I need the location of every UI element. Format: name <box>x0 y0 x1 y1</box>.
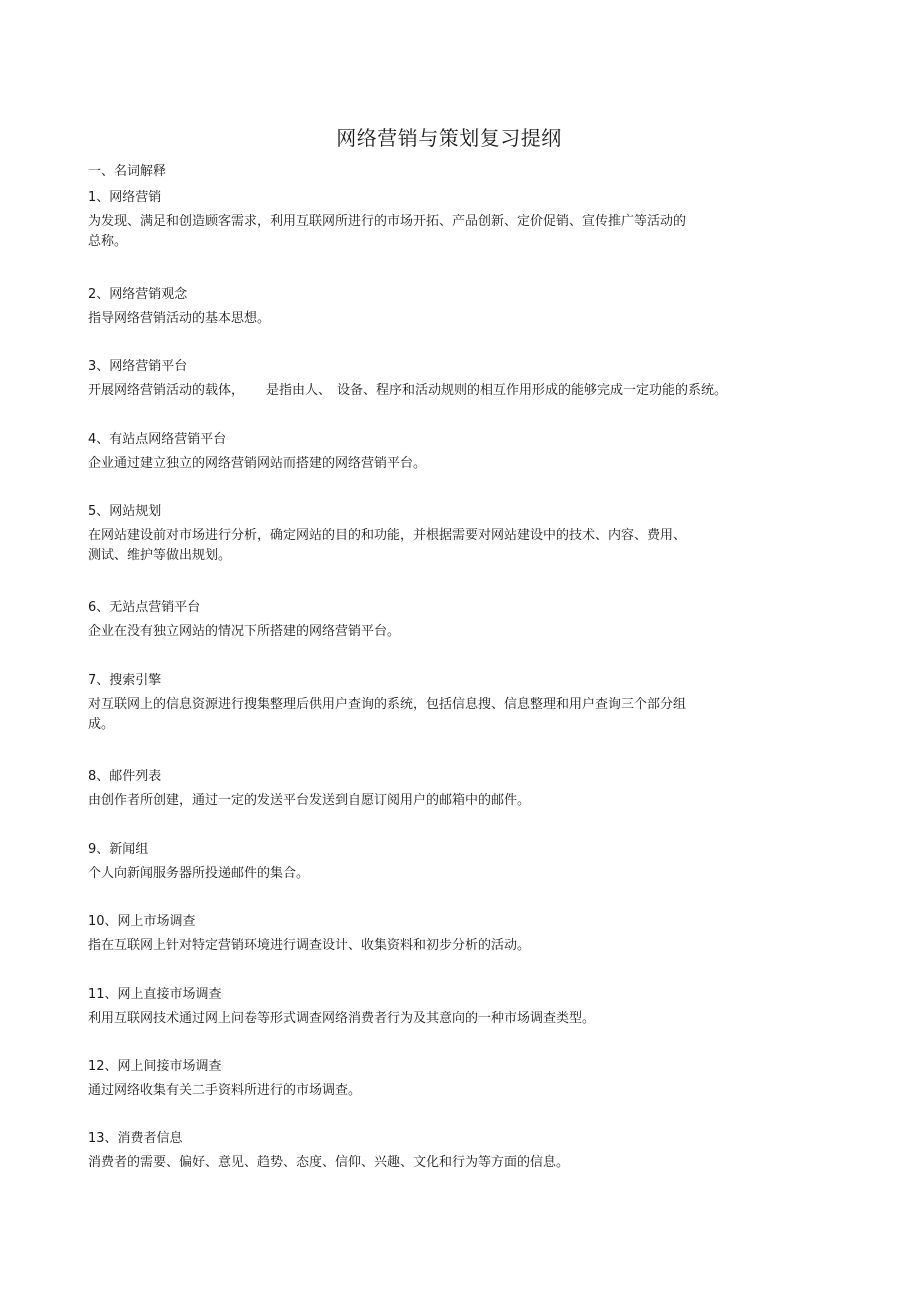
glossary-entry-4 <box>88 430 788 474</box>
entry-definition-line <box>88 381 788 401</box>
entry-term: 3、网络营销平台 <box>88 359 188 374</box>
entry-definition-line: 成。 <box>88 717 115 732</box>
entry-definition-line: 对互联网上的信息资源进行搜集整理后供用户查询的系统，包括信息搜、信息整理和用户查询三个部分组 <box>88 697 687 712</box>
entry-definition-line: 总称。 <box>88 234 128 249</box>
glossary-entry-7 <box>88 671 788 735</box>
glossary-entry-5 <box>88 502 788 566</box>
entry-term: 2、网络营销观念 <box>88 287 188 302</box>
definition-part: 开展网络营销活动的载体， <box>88 383 245 398</box>
entry-definition-line: 指导网络营销活动的基本思想。 <box>88 311 271 326</box>
glossary-entry-12 <box>88 1057 788 1101</box>
entry-definition-line: 个人向新闻服务器所投递邮件的集合。 <box>88 866 310 881</box>
definition-part: 是指由人、 <box>266 383 332 398</box>
entry-definition-line: 为发现、满足和创造顾客需求，利用互联网所进行的市场开拓、产品创新、定价促销、宣传推广等活动的 <box>88 214 687 229</box>
glossary-entry-6 <box>88 598 788 642</box>
entry-term: 13、消费者信息 <box>88 1131 183 1146</box>
entry-term: 10、网上市场调查 <box>88 914 196 929</box>
entry-term: 6、无站点营销平台 <box>88 600 201 615</box>
entry-term: 9、新闻组 <box>88 842 149 857</box>
definition-part: 设备、程序和活动规则的相互作用形成的能够完成一定功能的系统。 <box>337 383 728 398</box>
section-heading: 一、名词解释 <box>88 164 167 179</box>
glossary-entry-10 <box>88 912 788 956</box>
entry-definition-line: 企业在没有独立网站的情况下所搭建的网络营销平台。 <box>88 624 401 639</box>
entry-definition-line: 企业通过建立独立的网络营销网站而搭建的网络营销平台。 <box>88 456 427 471</box>
entry-definition-line: 利用互联网技术通过网上问卷等形式调查网络消费者行为及其意向的一种市场调查类型。 <box>88 1011 596 1026</box>
entry-term: 1、网络营销 <box>88 190 162 205</box>
entry-term: 11、网上直接市场调查 <box>88 987 222 1002</box>
entry-term: 7、搜索引擎 <box>88 673 162 688</box>
entry-definition-line: 通过网络收集有关二手资料所进行的市场调查。 <box>88 1083 362 1098</box>
glossary-entry-13 <box>88 1129 788 1173</box>
entry-term: 8、邮件列表 <box>88 769 162 784</box>
entry-term: 4、有站点网络营销平台 <box>88 432 227 447</box>
glossary-entry-2 <box>88 285 788 329</box>
glossary-entry-3 <box>88 357 788 401</box>
entry-definition-line: 由创作者所创建，通过一定的发送平台发送到自愿订阅用户的邮箱中的邮件。 <box>88 793 531 808</box>
entry-definition-line: 测试、维护等做出规划。 <box>88 548 232 563</box>
glossary-entry-1 <box>88 188 788 252</box>
glossary-entry-8 <box>88 767 788 811</box>
glossary-entry-11 <box>88 985 788 1029</box>
entry-term: 12、网上间接市场调查 <box>88 1059 222 1074</box>
entry-definition-line: 在网站建设前对市场进行分析，确定网站的目的和功能，并根据需要对网站建设中的技术、内容、费用、 <box>88 528 687 543</box>
entry-term: 5、网站规划 <box>88 504 162 519</box>
entry-definition-line: 指在互联网上针对特定营销环境进行调查设计、收集资料和初步分析的活动。 <box>88 938 531 953</box>
document-title: 网络营销与策划复习提纲 <box>336 126 562 150</box>
glossary-entry-9 <box>88 840 788 884</box>
entry-definition-line: 消费者的需要、偏好、意见、趋势、态度、信仰、兴趣、文化和行为等方面的信息。 <box>88 1155 570 1170</box>
